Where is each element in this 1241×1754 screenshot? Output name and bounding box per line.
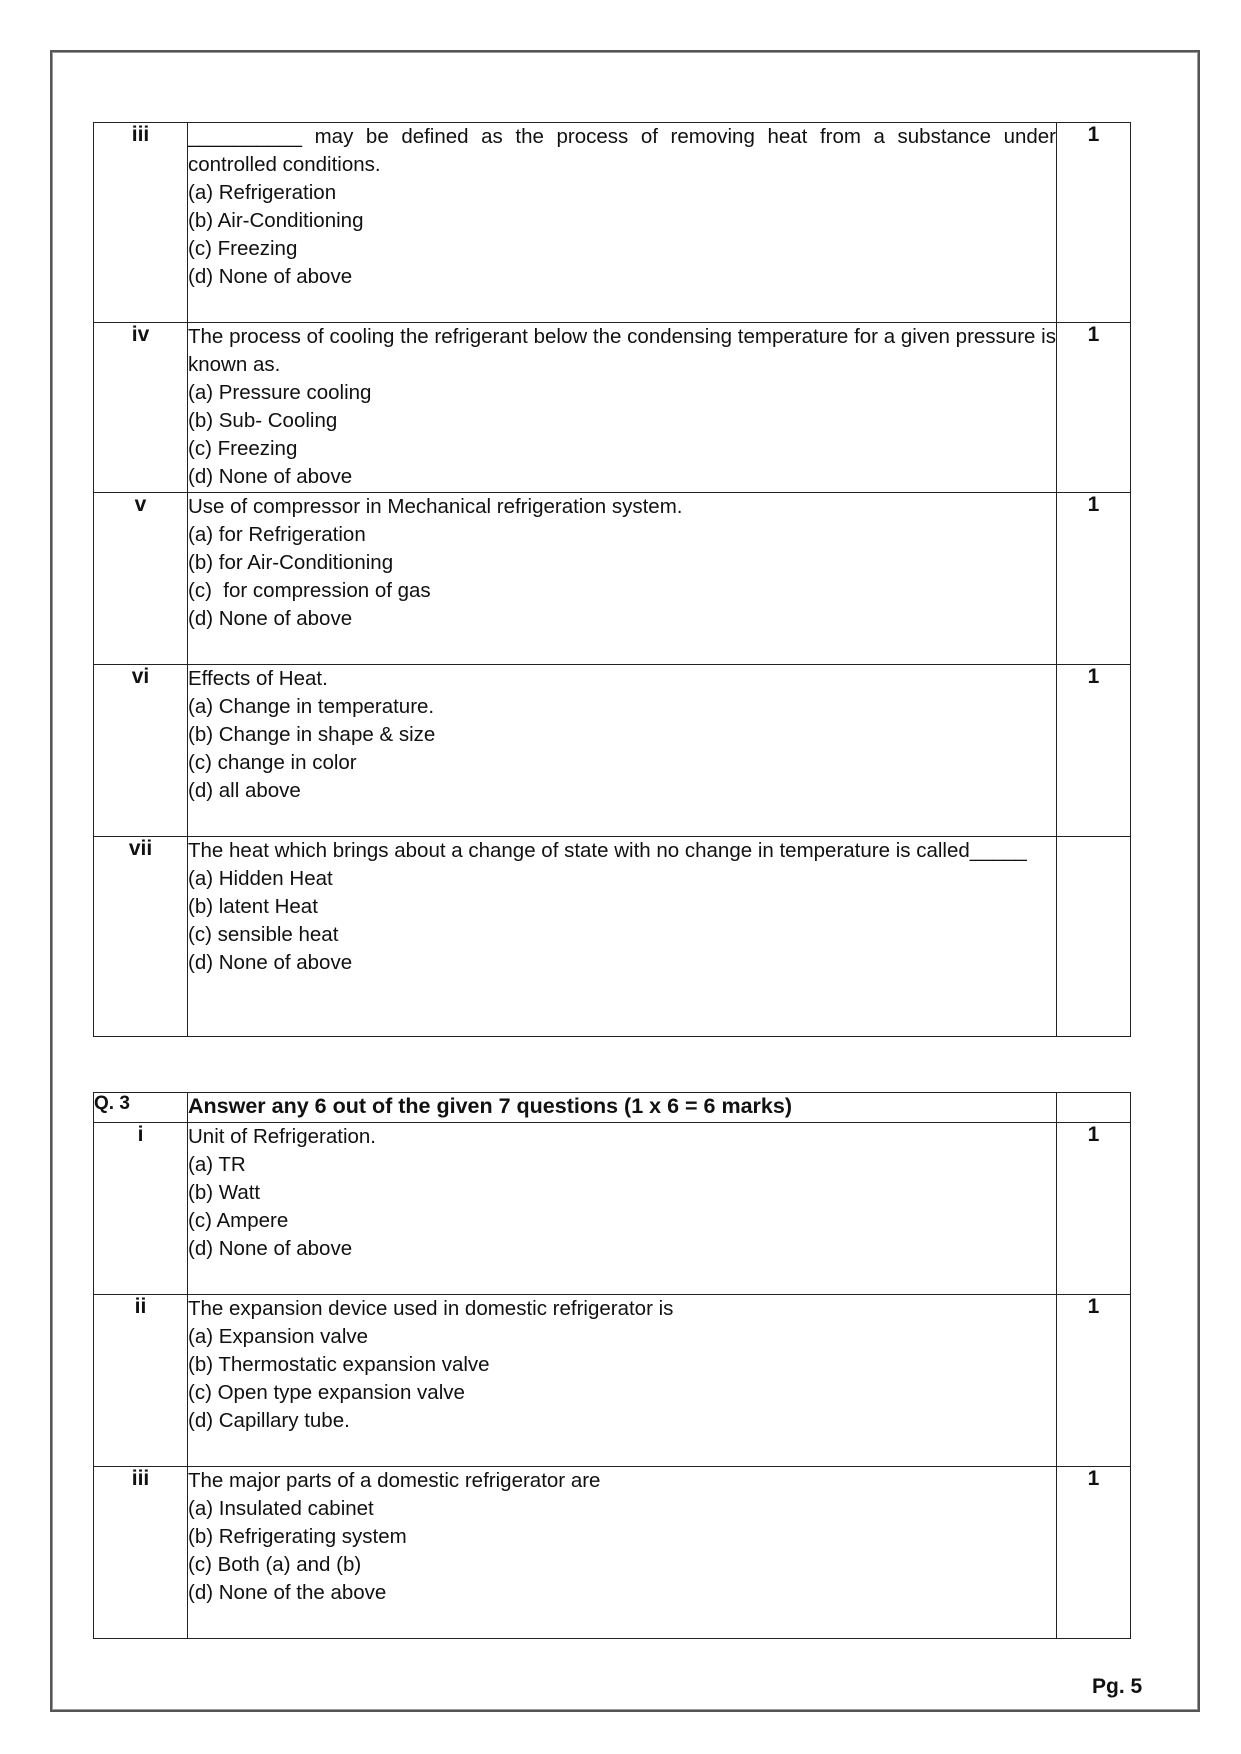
option: (d) all above: [188, 779, 301, 802]
option: (d) Capillary tube.: [188, 1409, 350, 1432]
question-text: Unit of Refrigeration.: [188, 1125, 377, 1148]
option: (c) Open type expansion valve: [188, 1381, 465, 1404]
section-mark-cell: [1057, 1093, 1131, 1123]
option: (a) Refrigeration: [188, 181, 337, 204]
question-body: [188, 123, 1057, 323]
question-body: [188, 837, 1057, 1037]
question-mark: 1: [1057, 665, 1131, 837]
question-table-2: [93, 1092, 1131, 1639]
option: (b) Sub- Cooling: [188, 409, 338, 432]
question-body: [188, 1467, 1057, 1639]
option: (b) latent Heat: [188, 895, 318, 918]
table-header-row: [94, 1093, 1131, 1123]
option: (c) Both (a) and (b): [188, 1553, 362, 1576]
question-mark: 1: [1057, 1295, 1131, 1467]
question-mark: [1057, 837, 1131, 1037]
table-row: [94, 123, 1131, 323]
option: (b) Watt: [188, 1181, 261, 1204]
question-mark: 1: [1057, 323, 1131, 493]
question-number: ii: [94, 1295, 188, 1467]
question-mark: 1: [1057, 1467, 1131, 1639]
question-mark: 1: [1057, 493, 1131, 665]
option: (c) Freezing: [188, 437, 298, 460]
option: (b) Change in shape & size: [188, 723, 436, 746]
table-row: [94, 837, 1131, 1037]
section-number: Q. 3: [94, 1093, 188, 1123]
table-row: [94, 493, 1131, 665]
option: (a) Pressure cooling: [188, 381, 372, 404]
table-row: [94, 1295, 1131, 1467]
question-text: The major parts of a domestic refrigerator are: [188, 1469, 601, 1492]
option: (c) Freezing: [188, 237, 298, 260]
question-body: [188, 493, 1057, 665]
option: (d) None of the above: [188, 1581, 387, 1604]
option: (d) None of above: [188, 465, 353, 488]
question-text: Use of compressor in Mechanical refrigeration system.: [188, 495, 683, 518]
option: (a) Expansion valve: [188, 1325, 369, 1348]
option: (c) sensible heat: [188, 923, 339, 946]
option: (a) Insulated cabinet: [188, 1497, 374, 1520]
option: (c) change in color: [188, 751, 357, 774]
option: (c) for compression of gas: [188, 579, 431, 602]
table-row: [94, 1467, 1131, 1639]
option: (a) TR: [188, 1153, 246, 1176]
question-text: __________ may be defined as the process of removing heat from a substance under controlled conditions.: [188, 125, 1056, 176]
option: (d) None of above: [188, 607, 353, 630]
question-number: iii: [94, 1467, 188, 1639]
question-text: The expansion device used in domestic refrigerator is: [188, 1297, 674, 1320]
question-body: [188, 665, 1057, 837]
option: (d) None of above: [188, 1237, 353, 1260]
table-row: [94, 1123, 1131, 1295]
option: (b) Refrigerating system: [188, 1525, 407, 1548]
option: (d) None of above: [188, 951, 353, 974]
question-table-1: [93, 122, 1131, 1037]
section-instruction: Answer any 6 out of the given 7 questions (1 x 6 = 6 marks): [188, 1093, 1057, 1123]
option: (a) for Refrigeration: [188, 523, 366, 546]
question-number: iv: [94, 323, 188, 493]
question-number: vi: [94, 665, 188, 837]
question-number: vii: [94, 837, 188, 1037]
table-row: [94, 323, 1131, 493]
question-body: [188, 323, 1057, 493]
question-mark: 1: [1057, 123, 1131, 323]
question-text: The process of cooling the refrigerant below the condensing temperature for a given pressure is known as.: [188, 325, 1056, 376]
option: (a) Change in temperature.: [188, 695, 435, 718]
question-number: v: [94, 493, 188, 665]
question-number: iii: [94, 123, 188, 323]
option: (c) Ampere: [188, 1209, 289, 1232]
question-body: [188, 1295, 1057, 1467]
question-mark: 1: [1057, 1123, 1131, 1295]
question-body: [188, 1123, 1057, 1295]
option: (d) None of above: [188, 265, 353, 288]
question-text: Effects of Heat.: [188, 667, 328, 690]
table-row: [94, 665, 1131, 837]
option: (b) for Air-Conditioning: [188, 551, 394, 574]
question-number: i: [94, 1123, 188, 1295]
option: (a) Hidden Heat: [188, 867, 333, 890]
option: (b) Thermostatic expansion valve: [188, 1353, 490, 1376]
option: (b) Air-Conditioning: [188, 209, 364, 232]
page-number: Pg. 5: [1092, 1675, 1143, 1698]
question-text: The heat which brings about a change of state with no change in temperature is called_____: [188, 839, 1027, 862]
